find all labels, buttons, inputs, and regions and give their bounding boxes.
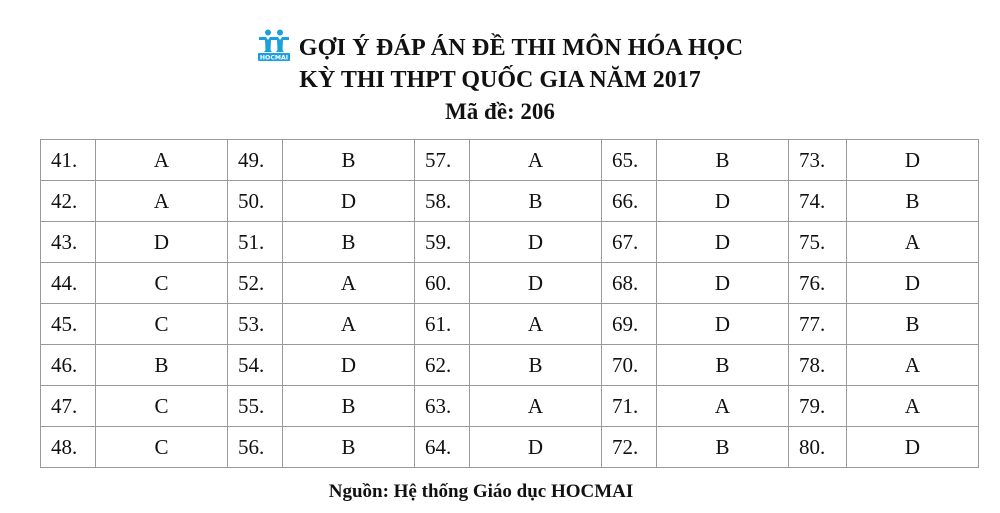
question-number: 45. — [41, 304, 96, 345]
question-number: 58. — [415, 181, 470, 222]
answer-choice: A — [96, 181, 228, 222]
question-number: 65. — [602, 140, 657, 181]
table-row — [41, 263, 979, 304]
table-row — [41, 386, 979, 427]
answer-choice: B — [470, 181, 602, 222]
question-number: 50. — [228, 181, 283, 222]
table-row — [41, 222, 979, 263]
answer-choice: D — [283, 181, 415, 222]
question-number: 76. — [789, 263, 847, 304]
answer-choice: D — [470, 222, 602, 263]
answer-choice: B — [847, 181, 979, 222]
question-number: 74. — [789, 181, 847, 222]
answer-choice: A — [470, 386, 602, 427]
answer-choice: C — [96, 263, 228, 304]
question-number: 57. — [415, 140, 470, 181]
question-number: 51. — [228, 222, 283, 263]
question-number: 61. — [415, 304, 470, 345]
table-row — [41, 304, 979, 345]
answer-choice: B — [283, 386, 415, 427]
source-note: Nguồn: Hệ thống Giáo dục HOCMAI — [328, 481, 634, 502]
answer-choice: B — [283, 427, 415, 468]
page-title: GỢI Ý ĐÁP ÁN ĐỀ THI MÔN HÓA HỌC — [298, 34, 744, 61]
answer-choice: B — [283, 140, 415, 181]
question-number: 63. — [415, 386, 470, 427]
question-number: 60. — [415, 263, 470, 304]
hocmai-logo-icon — [257, 28, 291, 62]
question-number: 69. — [602, 304, 657, 345]
svg-text:HOCMAI: HOCMAI — [259, 54, 288, 62]
question-number: 47. — [41, 386, 96, 427]
answer-choice: B — [847, 304, 979, 345]
answer-choice: A — [470, 140, 602, 181]
question-number: 62. — [415, 345, 470, 386]
exam-code: Mã đề: 206 — [445, 99, 555, 124]
table-row — [41, 140, 979, 181]
question-number: 46. — [41, 345, 96, 386]
question-number: 53. — [228, 304, 283, 345]
answer-choice: B — [283, 222, 415, 263]
answer-choice: A — [470, 304, 602, 345]
question-number: 68. — [602, 263, 657, 304]
answer-choice: D — [847, 427, 979, 468]
title-row — [0, 28, 1000, 68]
table-row — [41, 427, 979, 468]
exam-subtitle: KỲ THI THPT QUỐC GIA NĂM 2017 — [299, 67, 701, 93]
answer-choice: A — [283, 304, 415, 345]
question-number: 78. — [789, 345, 847, 386]
question-number: 64. — [415, 427, 470, 468]
question-number: 77. — [789, 304, 847, 345]
answer-choice: A — [847, 386, 979, 427]
question-number: 43. — [41, 222, 96, 263]
question-number: 79. — [789, 386, 847, 427]
answer-choice: D — [657, 181, 789, 222]
answer-choice: A — [283, 263, 415, 304]
answer-choice: D — [657, 304, 789, 345]
question-number: 42. — [41, 181, 96, 222]
answer-choice: B — [657, 345, 789, 386]
answer-choice: D — [283, 345, 415, 386]
answer-table-body — [41, 140, 979, 468]
question-number: 52. — [228, 263, 283, 304]
question-number: 49. — [228, 140, 283, 181]
answer-choice: A — [847, 222, 979, 263]
question-number: 67. — [602, 222, 657, 263]
answer-choice: C — [96, 304, 228, 345]
table-row — [41, 181, 979, 222]
question-number: 75. — [789, 222, 847, 263]
question-number: 80. — [789, 427, 847, 468]
question-number: 70. — [602, 345, 657, 386]
answer-choice: A — [96, 140, 228, 181]
answer-choice: B — [96, 345, 228, 386]
answer-choice: D — [847, 263, 979, 304]
answer-choice: A — [657, 386, 789, 427]
answer-choice: D — [96, 222, 228, 263]
question-number: 72. — [602, 427, 657, 468]
question-number: 59. — [415, 222, 470, 263]
answer-choice: D — [657, 222, 789, 263]
question-number: 71. — [602, 386, 657, 427]
question-number: 56. — [228, 427, 283, 468]
table-row — [41, 345, 979, 386]
answer-choice: D — [470, 263, 602, 304]
question-number: 48. — [41, 427, 96, 468]
answer-choice: D — [470, 427, 602, 468]
answer-table — [40, 139, 979, 468]
question-number: 44. — [41, 263, 96, 304]
answer-choice: B — [657, 427, 789, 468]
answer-choice: C — [96, 427, 228, 468]
question-number: 41. — [41, 140, 96, 181]
question-number: 55. — [228, 386, 283, 427]
answer-choice: B — [470, 345, 602, 386]
answer-choice: A — [847, 345, 979, 386]
answer-choice: D — [657, 263, 789, 304]
answer-choice: B — [657, 140, 789, 181]
question-number: 54. — [228, 345, 283, 386]
question-number: 66. — [602, 181, 657, 222]
answer-choice: D — [847, 140, 979, 181]
answer-choice: C — [96, 386, 228, 427]
question-number: 73. — [789, 140, 847, 181]
